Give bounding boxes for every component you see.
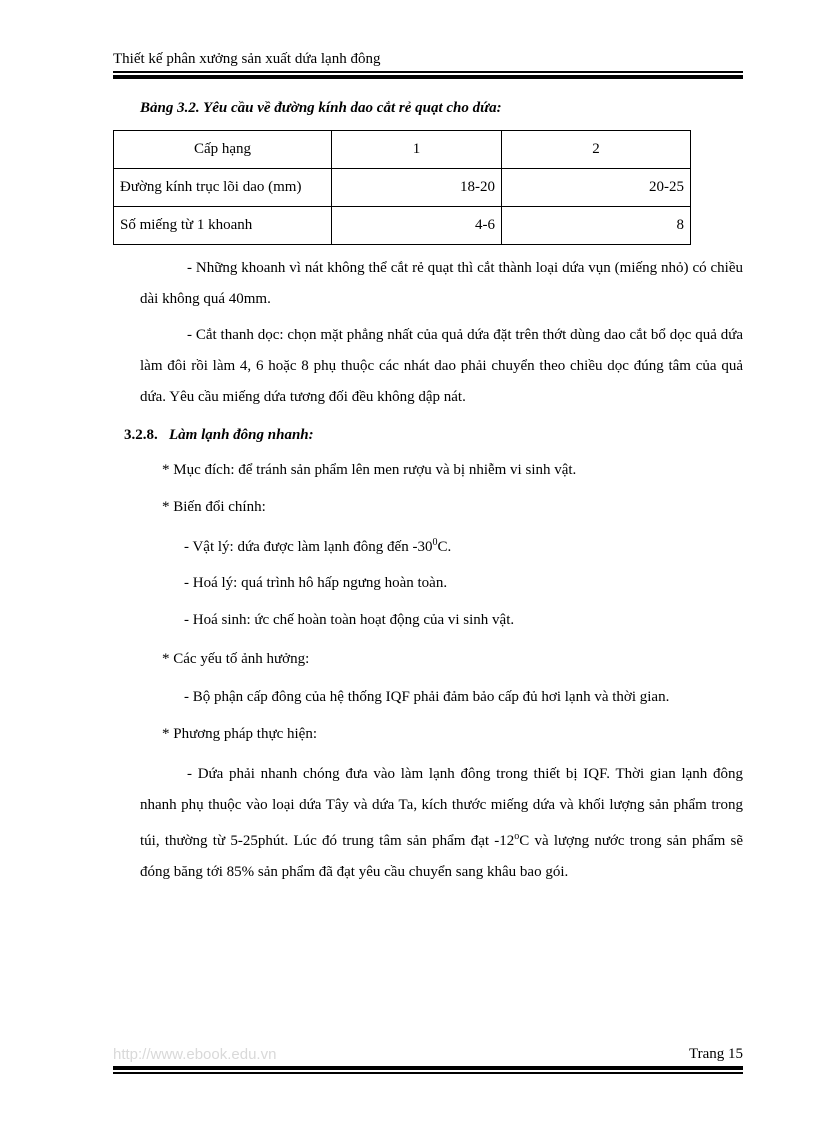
table-cell: 20-25 bbox=[502, 169, 691, 207]
method-superscript: o bbox=[514, 831, 520, 842]
table-cell: 8 bbox=[502, 207, 691, 245]
method-text-1: - Dứa phải nhanh chóng đưa vào làm lạnh đông trong thiết bị IQF. Thời gian lạnh đông nhanh phụ thuộc vào loại dứa Tây và dứa Ta, kích thước miếng dứa và khối lượng sản phẩm trong túi, thường từ 5-25phút. Lúc đó trung tâm sản phẩm đạt -12 bbox=[140, 766, 743, 849]
physical-superscript: 0 bbox=[432, 537, 438, 548]
section-heading bbox=[124, 427, 314, 444]
header-rule-thick bbox=[113, 75, 743, 79]
paragraph-method bbox=[140, 759, 743, 888]
section-number: 3.2.8. bbox=[124, 427, 158, 443]
item-factors-heading: * Các yếu tố ảnh hưởng: bbox=[162, 651, 310, 667]
table-caption: Bảng 3.2. Yêu cầu về đường kính dao cắt rẻ quạt cho dứa: bbox=[140, 100, 502, 116]
section-title: Làm lạnh đông nhanh: bbox=[169, 427, 314, 443]
paragraph-broken-slices: - Những khoanh vì nát không thể cắt rẻ quạt thì cắt thành loại dứa vụn (miếng nhỏ) có chiều dài không quá 40mm. bbox=[140, 260, 743, 307]
header-rule-thin bbox=[113, 71, 743, 73]
item-biochem: - Hoá sinh: ức chế hoàn toàn hoạt động của vi sinh vật. bbox=[184, 612, 515, 628]
physical-text: - Vật lý: dứa được làm lạnh đông đến -30 bbox=[184, 539, 433, 555]
page-number: Trang 15 bbox=[688, 1046, 743, 1062]
table-header-cell: Cấp hạng bbox=[114, 131, 332, 169]
item-physchem: - Hoá lý: quá trình hô hấp ngưng hoàn toàn. bbox=[184, 575, 448, 591]
method-text-2: C và lượng nước trong sản phẩm sẽ đóng băng tới 85% sản phẩm đã đạt yêu cầu chuyển sang khâu bao gói. bbox=[140, 833, 743, 880]
table-cell: 18-20 bbox=[332, 169, 502, 207]
footer-link[interactable]: http://www.ebook.edu.vn bbox=[113, 1046, 277, 1063]
table-header-cell: 1 bbox=[332, 131, 502, 169]
table-row bbox=[114, 207, 691, 245]
item-purpose: * Mục đích: để tránh sản phẩm lên men rượu và bị nhiễm vi sinh vật. bbox=[162, 462, 577, 478]
table-cell: Đường kính trục lõi dao (mm) bbox=[114, 169, 332, 207]
header-title: Thiết kế phân xưởng sản xuất dứa lạnh đông bbox=[113, 51, 381, 67]
paragraph-longitudinal-cut: - Cắt thanh dọc: chọn mặt phẳng nhất của quả dứa đặt trên thớt dùng dao cắt bổ dọc quả dứa làm đôi rồi làm 4, 6 hoặc 8 phụ thuộc các nhát dao phải chuyển theo chiều dọc đúng tâm của quả dứa. Yêu cầu miếng dứa tương đối đều không dập nát. bbox=[140, 327, 743, 405]
table-cell: Số miếng từ 1 khoanh bbox=[114, 207, 332, 245]
table-cell: 4-6 bbox=[332, 207, 502, 245]
item-changes-heading: * Biến đổi chính: bbox=[162, 499, 266, 515]
physical-unit: C. bbox=[437, 539, 452, 555]
spec-table bbox=[113, 130, 691, 245]
footer-rule-thin bbox=[113, 1072, 743, 1074]
item-method-heading: * Phương pháp thực hiện: bbox=[162, 726, 318, 742]
table-row bbox=[114, 169, 691, 207]
item-factor-1: - Bộ phận cấp đông của hệ thống IQF phải đảm bảo cấp đủ hơi lạnh và thời gian. bbox=[184, 689, 670, 705]
item-physical bbox=[184, 537, 451, 556]
table-header-row bbox=[114, 131, 691, 169]
table-header-cell: 2 bbox=[502, 131, 691, 169]
footer-rule-thick bbox=[113, 1066, 743, 1070]
